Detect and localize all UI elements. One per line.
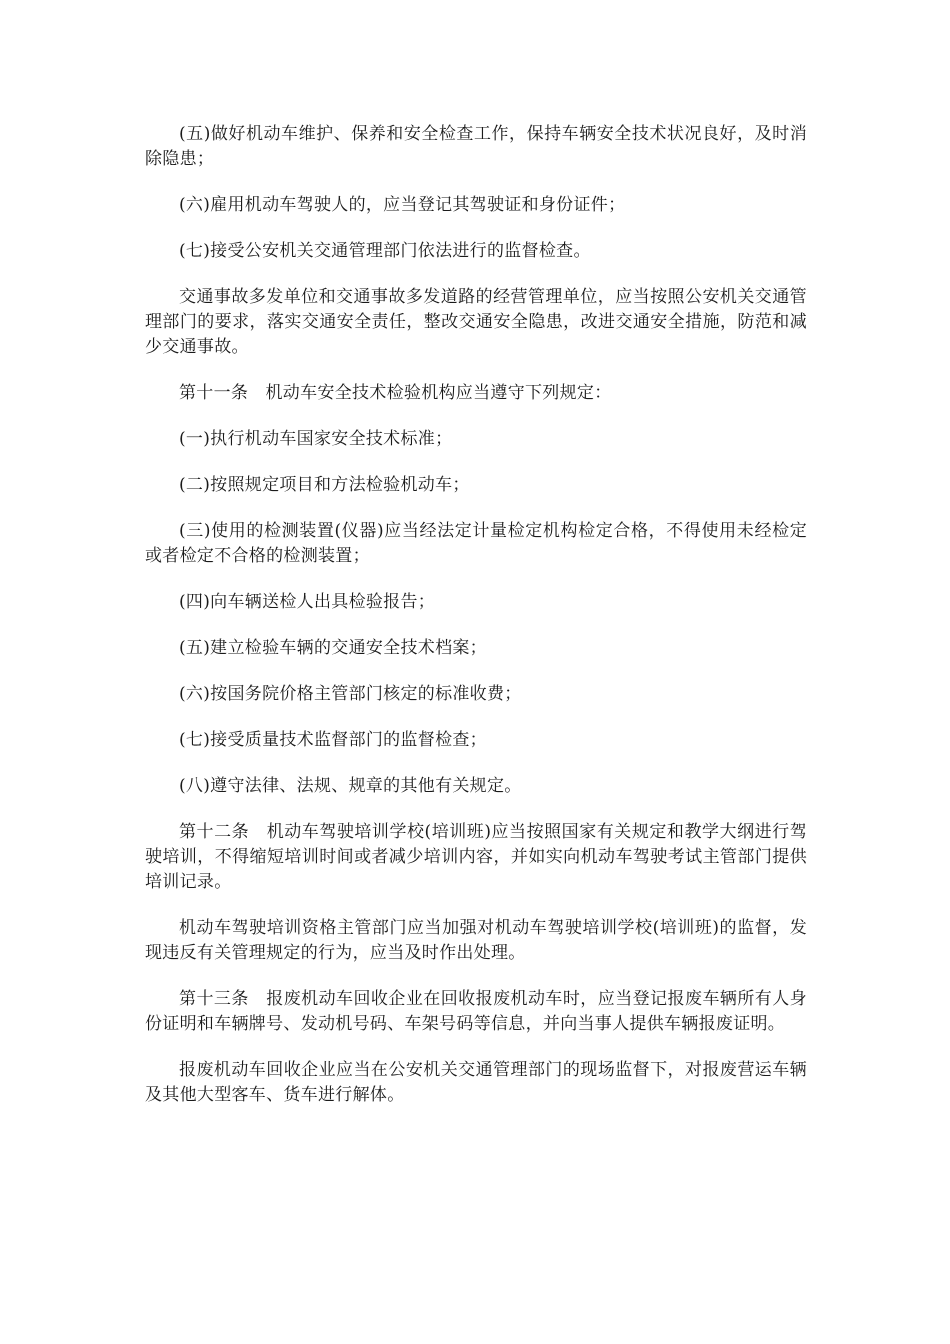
paragraph: (一)执行机动车国家安全技术标准； xyxy=(179,429,453,449)
article-heading-paragraph: 第十一条 机动车安全技术检验机构应当遵守下列规定： xyxy=(179,383,612,403)
paragraph: 报废机动车回收企业应当在公安机关交通管理部门的现场监督下，对报废营运车辆及其他大型客车、货车进行解体。 xyxy=(145,1060,807,1105)
paragraph: (七)接受质量技术监督部门的监督检查； xyxy=(179,730,487,750)
paragraph: (六)雇用机动车驾驶人的，应当登记其驾驶证和身份证件； xyxy=(179,195,626,215)
article-heading-paragraph: 第十二条 机动车驾驶培训学校(培训班)应当按照国家有关规定和教学大纲进行驾驶培训，不得缩短培训时间或者减少培训内容，并如实向机动车驾驶考试主管部门提供培训记录。 xyxy=(145,822,807,892)
article-heading-paragraph: 第十三条 报废机动车回收企业在回收报废机动车时，应当登记报废车辆所有人身份证明和车辆牌号、发动机号码、车架号码等信息，并向当事人提供车辆报废证明。 xyxy=(145,989,807,1034)
document-page xyxy=(145,122,807,1129)
paragraph: 交通事故多发单位和交通事故多发道路的经营管理单位，应当按照公安机关交通管理部门的要求，落实交通安全责任，整改交通安全隐患，改进交通安全措施，防范和减少交通事故。 xyxy=(145,287,807,357)
paragraph: (七)接受公安机关交通管理部门依法进行的监督检查。 xyxy=(179,241,591,261)
paragraph: (五)做好机动车维护、保养和安全检查工作，保持车辆安全技术状况良好，及时消除隐患； xyxy=(145,124,807,169)
paragraph: (六)按国务院价格主管部门核定的标准收费； xyxy=(179,684,522,704)
paragraph: (四)向车辆送检人出具检验报告； xyxy=(179,592,436,612)
paragraph: 机动车驾驶培训资格主管部门应当加强对机动车驾驶培训学校(培训班)的监督，发现违反有关管理规定的行为，应当及时作出处理。 xyxy=(145,918,807,963)
paragraph: (二)按照规定项目和方法检验机动车； xyxy=(179,475,470,495)
paragraph: (三)使用的检测装置(仪器)应当经法定计量检定机构检定合格，不得使用未经检定或者检定不合格的检测装置； xyxy=(145,521,807,566)
paragraph: (五)建立检验车辆的交通安全技术档案； xyxy=(179,638,487,658)
paragraph: (八)遵守法律、法规、规章的其他有关规定。 xyxy=(179,776,522,796)
